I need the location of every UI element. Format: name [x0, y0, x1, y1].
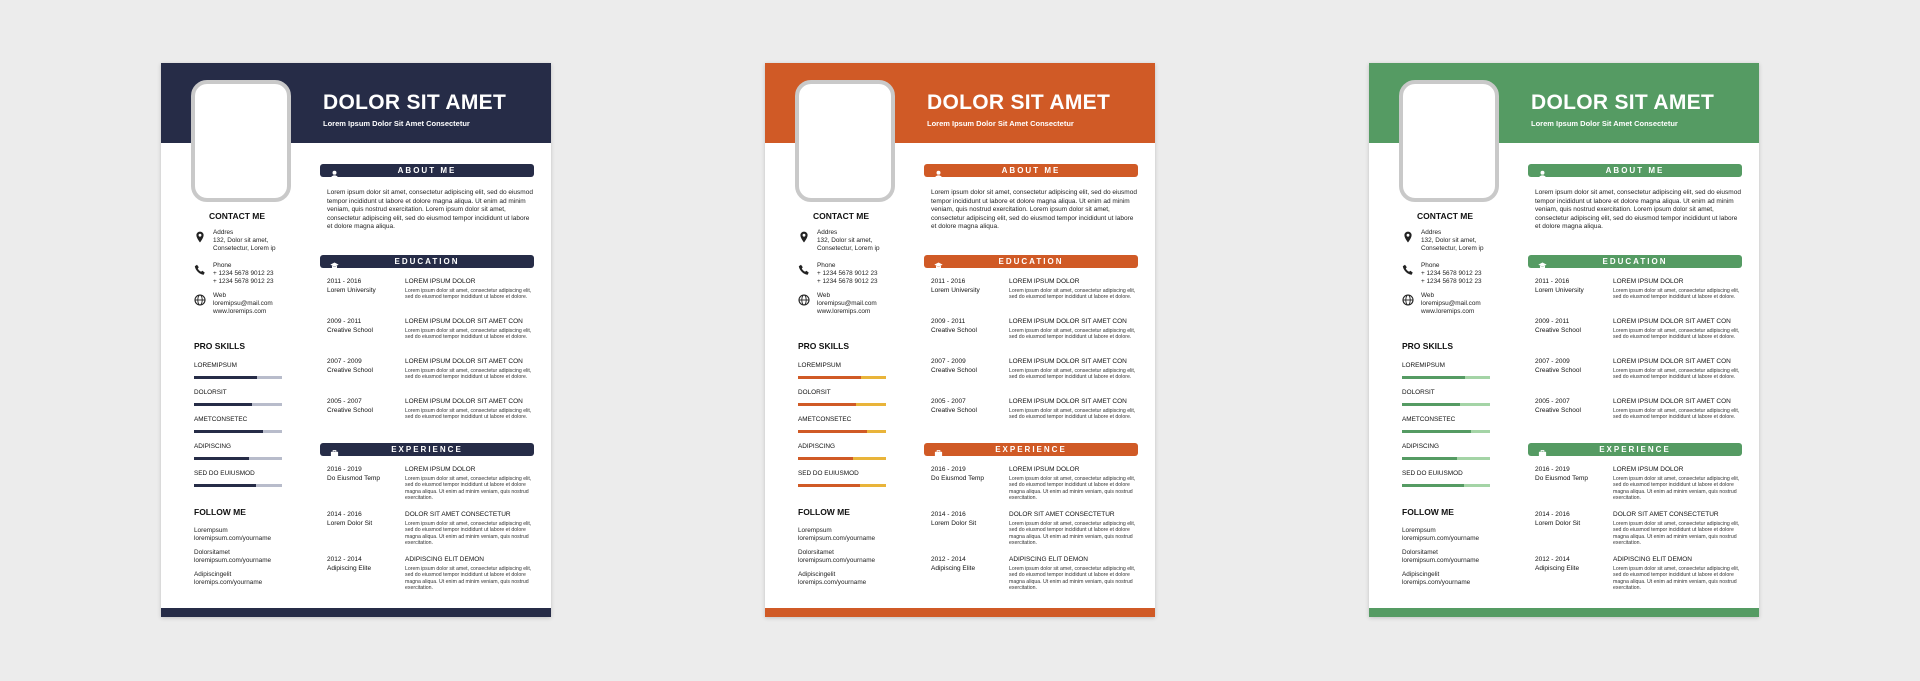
entry-description: Lorem ipsum dolor sit amet, consectetur adipiscing elit, sed do eiusmod tempor incididunt ut labore et dolore. [405, 328, 532, 341]
contact-line: + 1234 5678 9012 23 [213, 270, 274, 278]
contact-line: + 1234 5678 9012 23 [1421, 278, 1482, 286]
education-section-header [320, 255, 534, 268]
entry-date: 2011 - 2016 [931, 278, 966, 285]
follow-item [194, 549, 271, 565]
entry-date: 2009 - 2011 [1535, 318, 1570, 325]
skill-label: ADIPISCING [194, 443, 231, 450]
entry-description: Lorem ipsum dolor sit amet, consectetur adipiscing elit, sed do eiusmod tempor incididunt ut labore et dolore. [1613, 328, 1740, 341]
entry-title: LOREM IPSUM DOLOR [405, 278, 476, 285]
skill-level-fill [194, 484, 256, 487]
contact-line: Consetectur, Lorem ip [213, 245, 276, 253]
entry-place: Adipiscing Elite [327, 565, 372, 572]
follow-item [1402, 571, 1470, 587]
contact-line: Consetectur, Lorem ip [817, 245, 880, 253]
skill-item [194, 389, 284, 396]
resume-name: DOLOR SIT AMET [323, 91, 507, 114]
skill-label: ADIPISCING [798, 443, 835, 450]
follow-item [194, 527, 271, 543]
about-me-section-header [924, 164, 1138, 177]
entry-date: 2011 - 2016 [1535, 278, 1570, 285]
entry-place: Lorem University [327, 287, 376, 294]
skill-level-fill [798, 376, 861, 379]
entry-date: 2016 - 2019 [327, 466, 362, 473]
follow-url[interactable]: loremips.com/yourname [798, 579, 867, 587]
skill-level-fill [798, 430, 867, 433]
resume-footer-bar [161, 608, 551, 617]
skill-label: AMETCONSETEC [798, 416, 852, 423]
pro-skills-title: PRO SKILLS [1402, 341, 1454, 351]
entry-description: Lorem ipsum dolor sit amet, consectetur adipiscing elit, sed do eiusmod tempor incididunt ut labore et dolore. [1009, 368, 1136, 381]
follow-item [194, 571, 262, 587]
experience-section-header [924, 443, 1138, 456]
about-me-section-title: ABOUT ME [1001, 166, 1061, 175]
entry-place: Adipiscing Elite [1535, 565, 1580, 572]
entry-place: Creative School [1535, 327, 1581, 334]
resume-page-navy [161, 63, 551, 617]
contact-label: Web [1421, 292, 1435, 299]
skill-level-fill [1402, 430, 1471, 433]
entry-description: Lorem ipsum dolor sit amet, consectetur adipiscing elit, sed do eiusmod tempor incididunt ut labore et dolore. [1613, 288, 1740, 301]
entry-place: Creative School [327, 367, 373, 374]
skill-level-bar [194, 484, 282, 487]
follow-name: Lorempsum [1402, 527, 1436, 534]
about-me-text: Lorem ipsum dolor sit amet, consectetur adipiscing elit, sed do eiusmod tempor incididunt ut labore et dolore magna aliqua. Ut enim ad minim veniam, quis nostrud exercitation. Lorem ipsum dolor sit amet, consectetur adipiscing elit, sed do eiusmod tempor incididunt ut labore et dolore magna aliqua. [327, 189, 533, 231]
about-me-section-header [1528, 164, 1742, 177]
follow-url[interactable]: loremips.com/yourname [194, 579, 263, 587]
skill-level-bar [1402, 484, 1490, 487]
resume-footer-bar [1369, 608, 1759, 617]
skill-level-bar [798, 376, 886, 379]
profile-photo-frame[interactable] [191, 80, 291, 202]
entry-date: 2005 - 2007 [327, 398, 362, 405]
contact-web-text [817, 292, 877, 317]
entry-date: 2014 - 2016 [931, 511, 966, 518]
experience-section-header [320, 443, 534, 456]
entry-description: Lorem ipsum dolor sit amet, consectetur adipiscing elit, sed do eiusmod tempor incididunt ut labore et dolore. [405, 368, 532, 381]
skill-label: LOREMIPSUM [798, 362, 841, 369]
entry-title: LOREM IPSUM DOLOR [1009, 278, 1080, 285]
contact-web-text [1421, 292, 1481, 317]
follow-item [1402, 527, 1479, 543]
skill-level-fill [1402, 376, 1465, 379]
entry-date: 2014 - 2016 [327, 511, 362, 518]
skill-level-bar [798, 430, 886, 433]
follow-url[interactable]: loremipsum.com/yourname [1402, 557, 1480, 565]
entry-date: 2016 - 2019 [931, 466, 966, 473]
follow-url[interactable]: loremipsum.com/yourname [798, 557, 876, 565]
about-me-text: Lorem ipsum dolor sit amet, consectetur adipiscing elit, sed do eiusmod tempor incididunt ut labore et dolore magna aliqua. Ut enim ad minim veniam, quis nostrud exercitation. Lorem ipsum dolor sit amet, consectetur adipiscing elit, sed do eiusmod tempor incididunt ut labore et dolore magna aliqua. [1535, 189, 1741, 231]
contact-label: Addres [817, 229, 838, 236]
entry-place: Creative School [1535, 407, 1581, 414]
entry-description: Lorem ipsum dolor sit amet, consectetur adipiscing elit, sed do eiusmod tempor incididunt ut labore et dolore magna aliqua. Ut enim ad minim veniam, quis nostrud exercitation. [1009, 566, 1136, 592]
entry-place: Lorem University [931, 287, 980, 294]
skill-item [1402, 389, 1492, 396]
skill-level-fill [798, 457, 853, 460]
skill-level-bar [1402, 403, 1490, 406]
about-me-text: Lorem ipsum dolor sit amet, consectetur adipiscing elit, sed do eiusmod tempor incididunt ut labore et dolore magna aliqua. Ut enim ad minim veniam, quis nostrud exercitation. Lorem ipsum dolor sit amet, consectetur adipiscing elit, sed do eiusmod tempor incididunt ut labore et dolore magna aliqua. [931, 189, 1137, 231]
education-section-header [924, 255, 1138, 268]
resume-name: DOLOR SIT AMET [1531, 91, 1715, 114]
skill-level-fill [1402, 457, 1457, 460]
entry-description: Lorem ipsum dolor sit amet, consectetur adipiscing elit, sed do eiusmod tempor incididunt ut labore et dolore magna aliqua. Ut enim ad minim veniam, quis nostrud exercitation. [1009, 521, 1136, 547]
contact-label: Phone [817, 262, 836, 269]
contact-label: Phone [1421, 262, 1440, 269]
skill-label: AMETCONSETEC [1402, 416, 1456, 423]
entry-place: Creative School [931, 367, 977, 374]
education-section-title: EDUCATION [998, 257, 1064, 266]
globe-icon [798, 293, 810, 305]
follow-me-title: FOLLOW ME [798, 507, 850, 517]
skill-label: DOLORSIT [194, 389, 227, 396]
resume-tagline: Lorem Ipsum Dolor Sit Amet Consectetur [927, 119, 1074, 128]
skill-level-fill [798, 403, 856, 406]
contact-line: 132, Dolor sit amet, [213, 237, 269, 245]
skill-label: LOREMIPSUM [194, 362, 237, 369]
profile-photo-frame[interactable] [795, 80, 895, 202]
skill-label: DOLORSIT [798, 389, 831, 396]
skill-level-bar [798, 457, 886, 460]
skill-label: LOREMIPSUM [1402, 362, 1445, 369]
contact-line: 132, Dolor sit amet, [817, 237, 873, 245]
contact-title: CONTACT ME [813, 211, 870, 221]
entry-place: Creative School [327, 327, 373, 334]
contact-label: Addres [213, 229, 234, 236]
entry-title: LOREM IPSUM DOLOR [1613, 278, 1684, 285]
contact-line: loremipsu@mail.com [213, 300, 273, 308]
contact-line: www.loremips.com [817, 308, 871, 316]
skill-level-bar [1402, 430, 1490, 433]
entry-date: 2007 - 2009 [1535, 358, 1570, 365]
entry-title: LOREM IPSUM DOLOR SIT AMET CON [405, 318, 523, 325]
location-pin-icon [194, 230, 206, 242]
about-me-section-header [320, 164, 534, 177]
follow-url[interactable]: loremips.com/yourname [1402, 579, 1471, 587]
phone-icon [1402, 263, 1414, 275]
follow-url[interactable]: loremipsum.com/yourname [1402, 535, 1480, 543]
contact-line: loremipsu@mail.com [817, 300, 877, 308]
about-me-section-title: ABOUT ME [397, 166, 457, 175]
education-section-header [1528, 255, 1742, 268]
follow-name: Adipiscingelit [1402, 571, 1440, 578]
contact-address-text [213, 229, 276, 254]
skill-level-fill [194, 403, 252, 406]
follow-name: Dolorsitamet [1402, 549, 1438, 556]
follow-me-title: FOLLOW ME [194, 507, 246, 517]
entry-date: 2012 - 2014 [1535, 556, 1570, 563]
contact-label: Web [817, 292, 831, 299]
entry-place: Do Eiusmod Temp [327, 475, 380, 482]
entry-place: Lorem Dolor Sit [327, 520, 373, 527]
skill-item [1402, 362, 1492, 369]
education-section-title: EDUCATION [394, 257, 460, 266]
contact-label: Web [213, 292, 227, 299]
skill-level-bar [194, 376, 282, 379]
entry-title: DOLOR SIT AMET CONSECTETUR [1613, 511, 1719, 518]
skill-level-bar [798, 403, 886, 406]
contact-title: CONTACT ME [1417, 211, 1474, 221]
entry-description: Lorem ipsum dolor sit amet, consectetur adipiscing elit, sed do eiusmod tempor incididunt ut labore et dolore. [1613, 368, 1740, 381]
follow-item [1402, 549, 1479, 565]
phone-icon [194, 263, 206, 275]
entry-date: 2016 - 2019 [1535, 466, 1570, 473]
contact-phone-text [1421, 262, 1482, 287]
skill-level-fill [194, 457, 249, 460]
entry-date: 2007 - 2009 [931, 358, 966, 365]
follow-item [798, 571, 866, 587]
skill-item [798, 470, 888, 477]
skill-label: SED DO EUIUSMOD [1402, 470, 1463, 477]
entry-title: LOREM IPSUM DOLOR [405, 466, 476, 473]
entry-description: Lorem ipsum dolor sit amet, consectetur adipiscing elit, sed do eiusmod tempor incididunt ut labore et dolore. [405, 408, 532, 421]
experience-section-title: EXPERIENCE [391, 445, 463, 454]
entry-title: LOREM IPSUM DOLOR SIT AMET CON [1613, 358, 1731, 365]
skill-item [798, 443, 888, 450]
entry-description: Lorem ipsum dolor sit amet, consectetur adipiscing elit, sed do eiusmod tempor incididunt ut labore et dolore. [1009, 288, 1136, 301]
entry-title: LOREM IPSUM DOLOR SIT AMET CON [1009, 318, 1127, 325]
profile-photo-frame[interactable] [1399, 80, 1499, 202]
contact-line: 132, Dolor sit amet, [1421, 237, 1477, 245]
entry-place: Creative School [931, 407, 977, 414]
contact-web-text [213, 292, 273, 317]
entry-title: ADIPISCING ELIT DEMON [1009, 556, 1088, 563]
globe-icon [1402, 293, 1414, 305]
skill-label: SED DO EUIUSMOD [798, 470, 859, 477]
entry-description: Lorem ipsum dolor sit amet, consectetur adipiscing elit, sed do eiusmod tempor incididunt ut labore et dolore. [1009, 328, 1136, 341]
contact-label: Addres [1421, 229, 1442, 236]
entry-description: Lorem ipsum dolor sit amet, consectetur adipiscing elit, sed do eiusmod tempor incididunt ut labore et dolore magna aliqua. Ut enim ad minim veniam, quis nostrud exercitation. [1613, 476, 1740, 502]
experience-section-title: EXPERIENCE [995, 445, 1067, 454]
entry-title: LOREM IPSUM DOLOR SIT AMET CON [405, 398, 523, 405]
entry-date: 2009 - 2011 [327, 318, 362, 325]
resume-page-green [1369, 63, 1759, 617]
skill-label: AMETCONSETEC [194, 416, 248, 423]
skill-level-bar [194, 403, 282, 406]
skill-item [194, 470, 284, 477]
follow-me-title: FOLLOW ME [1402, 507, 1454, 517]
entry-date: 2011 - 2016 [327, 278, 362, 285]
entry-date: 2014 - 2016 [1535, 511, 1570, 518]
follow-name: Dolorsitamet [194, 549, 230, 556]
entry-place: Creative School [327, 407, 373, 414]
contact-line: + 1234 5678 9012 23 [1421, 270, 1482, 278]
contact-label: Phone [213, 262, 232, 269]
skill-item [194, 443, 284, 450]
entry-description: Lorem ipsum dolor sit amet, consectetur adipiscing elit, sed do eiusmod tempor incididunt ut labore et dolore magna aliqua. Ut enim ad minim veniam, quis nostrud exercitation. [405, 566, 532, 592]
location-pin-icon [1402, 230, 1414, 242]
entry-description: Lorem ipsum dolor sit amet, consectetur adipiscing elit, sed do eiusmod tempor incididunt ut labore et dolore magna aliqua. Ut enim ad minim veniam, quis nostrud exercitation. [1613, 521, 1740, 547]
entry-title: LOREM IPSUM DOLOR SIT AMET CON [1613, 318, 1731, 325]
skill-label: SED DO EUIUSMOD [194, 470, 255, 477]
skill-level-bar [194, 457, 282, 460]
phone-icon [798, 263, 810, 275]
entry-date: 2005 - 2007 [931, 398, 966, 405]
contact-line: Consetectur, Lorem ip [1421, 245, 1484, 253]
contact-phone-text [213, 262, 274, 287]
pro-skills-title: PRO SKILLS [194, 341, 246, 351]
follow-url[interactable]: loremipsum.com/yourname [194, 535, 272, 543]
skill-item [1402, 443, 1492, 450]
entry-title: LOREM IPSUM DOLOR SIT AMET CON [1009, 358, 1127, 365]
entry-title: DOLOR SIT AMET CONSECTETUR [1009, 511, 1115, 518]
entry-place: Lorem University [1535, 287, 1584, 294]
skill-item [194, 416, 284, 423]
skill-level-bar [798, 484, 886, 487]
entry-title: ADIPISCING ELIT DEMON [1613, 556, 1692, 563]
follow-name: Lorempsum [194, 527, 228, 534]
entry-place: Creative School [931, 327, 977, 334]
entry-title: LOREM IPSUM DOLOR SIT AMET CON [405, 358, 523, 365]
contact-line: + 1234 5678 9012 23 [213, 278, 274, 286]
skill-level-fill [798, 484, 860, 487]
entry-description: Lorem ipsum dolor sit amet, consectetur adipiscing elit, sed do eiusmod tempor incididunt ut labore et dolore. [405, 288, 532, 301]
skill-level-fill [1402, 403, 1460, 406]
entry-place: Do Eiusmod Temp [931, 475, 984, 482]
entry-description: Lorem ipsum dolor sit amet, consectetur adipiscing elit, sed do eiusmod tempor incididunt ut labore et dolore magna aliqua. Ut enim ad minim veniam, quis nostrud exercitation. [405, 521, 532, 547]
contact-line: www.loremips.com [213, 308, 267, 316]
follow-url[interactable]: loremipsum.com/yourname [798, 535, 876, 543]
skill-item [1402, 416, 1492, 423]
skill-item [798, 416, 888, 423]
entry-place: Lorem Dolor Sit [931, 520, 977, 527]
experience-section-header [1528, 443, 1742, 456]
entry-title: ADIPISCING ELIT DEMON [405, 556, 484, 563]
skill-level-bar [1402, 376, 1490, 379]
entry-place: Adipiscing Elite [931, 565, 976, 572]
skill-item [194, 362, 284, 369]
skill-item [798, 389, 888, 396]
skill-item [798, 362, 888, 369]
entry-date: 2012 - 2014 [931, 556, 966, 563]
entry-place: Do Eiusmod Temp [1535, 475, 1588, 482]
entry-title: LOREM IPSUM DOLOR [1009, 466, 1080, 473]
entry-date: 2005 - 2007 [1535, 398, 1570, 405]
entry-description: Lorem ipsum dolor sit amet, consectetur adipiscing elit, sed do eiusmod tempor incididunt ut labore et dolore magna aliqua. Ut enim ad minim veniam, quis nostrud exercitation. [1009, 476, 1136, 502]
entry-description: Lorem ipsum dolor sit amet, consectetur adipiscing elit, sed do eiusmod tempor incididunt ut labore et dolore. [1613, 408, 1740, 421]
skill-level-bar [194, 430, 282, 433]
follow-name: Lorempsum [798, 527, 832, 534]
skill-label: DOLORSIT [1402, 389, 1435, 396]
follow-name: Dolorsitamet [798, 549, 834, 556]
contact-address-text [817, 229, 880, 254]
entry-place: Lorem Dolor Sit [1535, 520, 1581, 527]
resume-tagline: Lorem Ipsum Dolor Sit Amet Consectetur [1531, 119, 1678, 128]
resume-tagline: Lorem Ipsum Dolor Sit Amet Consectetur [323, 119, 470, 128]
entry-title: LOREM IPSUM DOLOR SIT AMET CON [1009, 398, 1127, 405]
skill-level-fill [1402, 484, 1464, 487]
resume-footer-bar [765, 608, 1155, 617]
education-section-title: EDUCATION [1602, 257, 1668, 266]
entry-description: Lorem ipsum dolor sit amet, consectetur adipiscing elit, sed do eiusmod tempor incididunt ut labore et dolore magna aliqua. Ut enim ad minim veniam, quis nostrud exercitation. [1613, 566, 1740, 592]
resume-page-orange [765, 63, 1155, 617]
follow-name: Adipiscingelit [194, 571, 232, 578]
follow-url[interactable]: loremipsum.com/yourname [194, 557, 272, 565]
contact-phone-text [817, 262, 878, 287]
location-pin-icon [798, 230, 810, 242]
skill-level-fill [194, 376, 257, 379]
contact-line: loremipsu@mail.com [1421, 300, 1481, 308]
skill-level-fill [194, 430, 263, 433]
entry-title: LOREM IPSUM DOLOR [1613, 466, 1684, 473]
follow-name: Adipiscingelit [798, 571, 836, 578]
entry-date: 2009 - 2011 [931, 318, 966, 325]
follow-item [798, 549, 875, 565]
contact-line: + 1234 5678 9012 23 [817, 270, 878, 278]
entry-date: 2007 - 2009 [327, 358, 362, 365]
entry-place: Creative School [1535, 367, 1581, 374]
resume-name: DOLOR SIT AMET [927, 91, 1111, 114]
follow-item [798, 527, 875, 543]
globe-icon [194, 293, 206, 305]
contact-title: CONTACT ME [209, 211, 266, 221]
skill-label: ADIPISCING [1402, 443, 1439, 450]
contact-line: + 1234 5678 9012 23 [817, 278, 878, 286]
skill-item [1402, 470, 1492, 477]
entry-date: 2012 - 2014 [327, 556, 362, 563]
entry-title: LOREM IPSUM DOLOR SIT AMET CON [1613, 398, 1731, 405]
pro-skills-title: PRO SKILLS [798, 341, 850, 351]
contact-line: www.loremips.com [1421, 308, 1475, 316]
experience-section-title: EXPERIENCE [1599, 445, 1671, 454]
skill-level-bar [1402, 457, 1490, 460]
entry-title: DOLOR SIT AMET CONSECTETUR [405, 511, 511, 518]
entry-description: Lorem ipsum dolor sit amet, consectetur adipiscing elit, sed do eiusmod tempor incididunt ut labore et dolore. [1009, 408, 1136, 421]
entry-description: Lorem ipsum dolor sit amet, consectetur adipiscing elit, sed do eiusmod tempor incididunt ut labore et dolore magna aliqua. Ut enim ad minim veniam, quis nostrud exercitation. [405, 476, 532, 502]
about-me-section-title: ABOUT ME [1605, 166, 1665, 175]
contact-address-text [1421, 229, 1484, 254]
